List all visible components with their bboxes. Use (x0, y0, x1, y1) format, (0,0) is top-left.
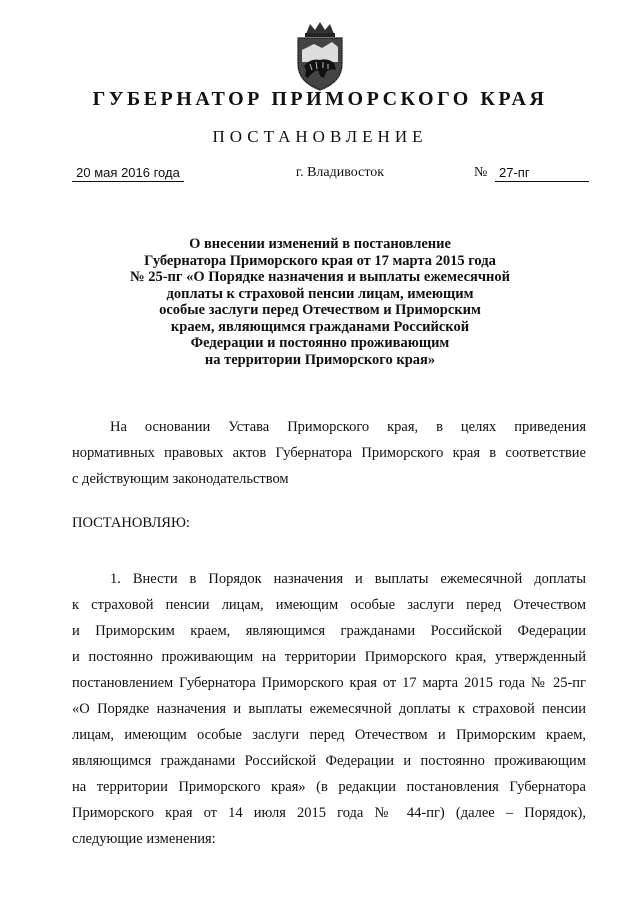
subject-line: Федерации и постоянно проживающим (190, 335, 450, 351)
document-city: г. Владивосток (295, 165, 385, 180)
subject-line: краем, являющимся гражданами Российской (170, 318, 470, 335)
paragraph-line: Приморского края от 14 июля 2015 года № 44-пг) (далее – Порядок), (72, 805, 586, 821)
paragraph-line: лицам, имеющим особые заслуги перед Отечеством и Приморским краем, (72, 727, 586, 743)
paragraph-line: с действующим законодательством (72, 471, 289, 487)
subject-line: № 25-пг «О Порядке назначения и выплаты ежемесячной (130, 269, 510, 285)
subject-line: на территории Приморского края» (204, 351, 436, 368)
paragraph-line: На основании Устава Приморского края, в целях приведения (110, 419, 586, 435)
decree-word: ПОСТАНОВЛЯЮ: (72, 515, 190, 531)
paragraph-line: и Приморским краем, являющимся гражданами Российской Федерации (72, 623, 586, 639)
paragraph-line: являющимся гражданами Российской Федерации и постоянно проживающим (72, 753, 586, 769)
number-label: № (474, 165, 488, 180)
paragraph-line: «О Порядке назначения и выплаты ежемесячной доплаты к страховой пенсии (72, 701, 586, 717)
paragraph-line: 1. Внести в Порядок назначения и выплаты ежемесячной доплаты (110, 571, 586, 587)
coat-of-arms-icon (288, 20, 352, 92)
subject-line: доплаты к страховой пенсии лицам, имеющим (166, 285, 474, 302)
subject-line: особые заслуги перед Отечеством и Приморским (159, 302, 481, 318)
document-number: 27-пг (495, 165, 589, 182)
subject-line: О внесении изменений в постановление (189, 236, 451, 252)
document-subject (130, 236, 510, 368)
subject-line: Губернатора Приморского края от 17 марта 2015 года (144, 252, 496, 269)
document-date: 20 мая 2016 года (72, 165, 184, 182)
paragraph-line: и постоянно проживающим на территории Приморского края, утвержденный (72, 649, 586, 665)
paragraph-line: на территории Приморского края» (в редакции постановления Губернатора (72, 779, 586, 795)
paragraph-line: к страховой пенсии лицам, имеющим особые заслуги перед Отечеством (72, 597, 586, 613)
preamble-paragraph (72, 414, 586, 492)
document-type: ПОСТАНОВЛЕНИЕ (212, 127, 428, 146)
paragraph-line: следующие изменения: (72, 831, 216, 847)
paragraph-line: нормативных правовых актов Губернатора Приморского края в соответствие (72, 445, 586, 461)
item-1-paragraph (72, 566, 586, 852)
authority-title: ГУБЕРНАТОР ПРИМОРСКОГО КРАЯ (92, 88, 548, 110)
paragraph-line: постановлением Губернатора Приморского края от 17 марта 2015 года № 25-пг (72, 675, 586, 691)
